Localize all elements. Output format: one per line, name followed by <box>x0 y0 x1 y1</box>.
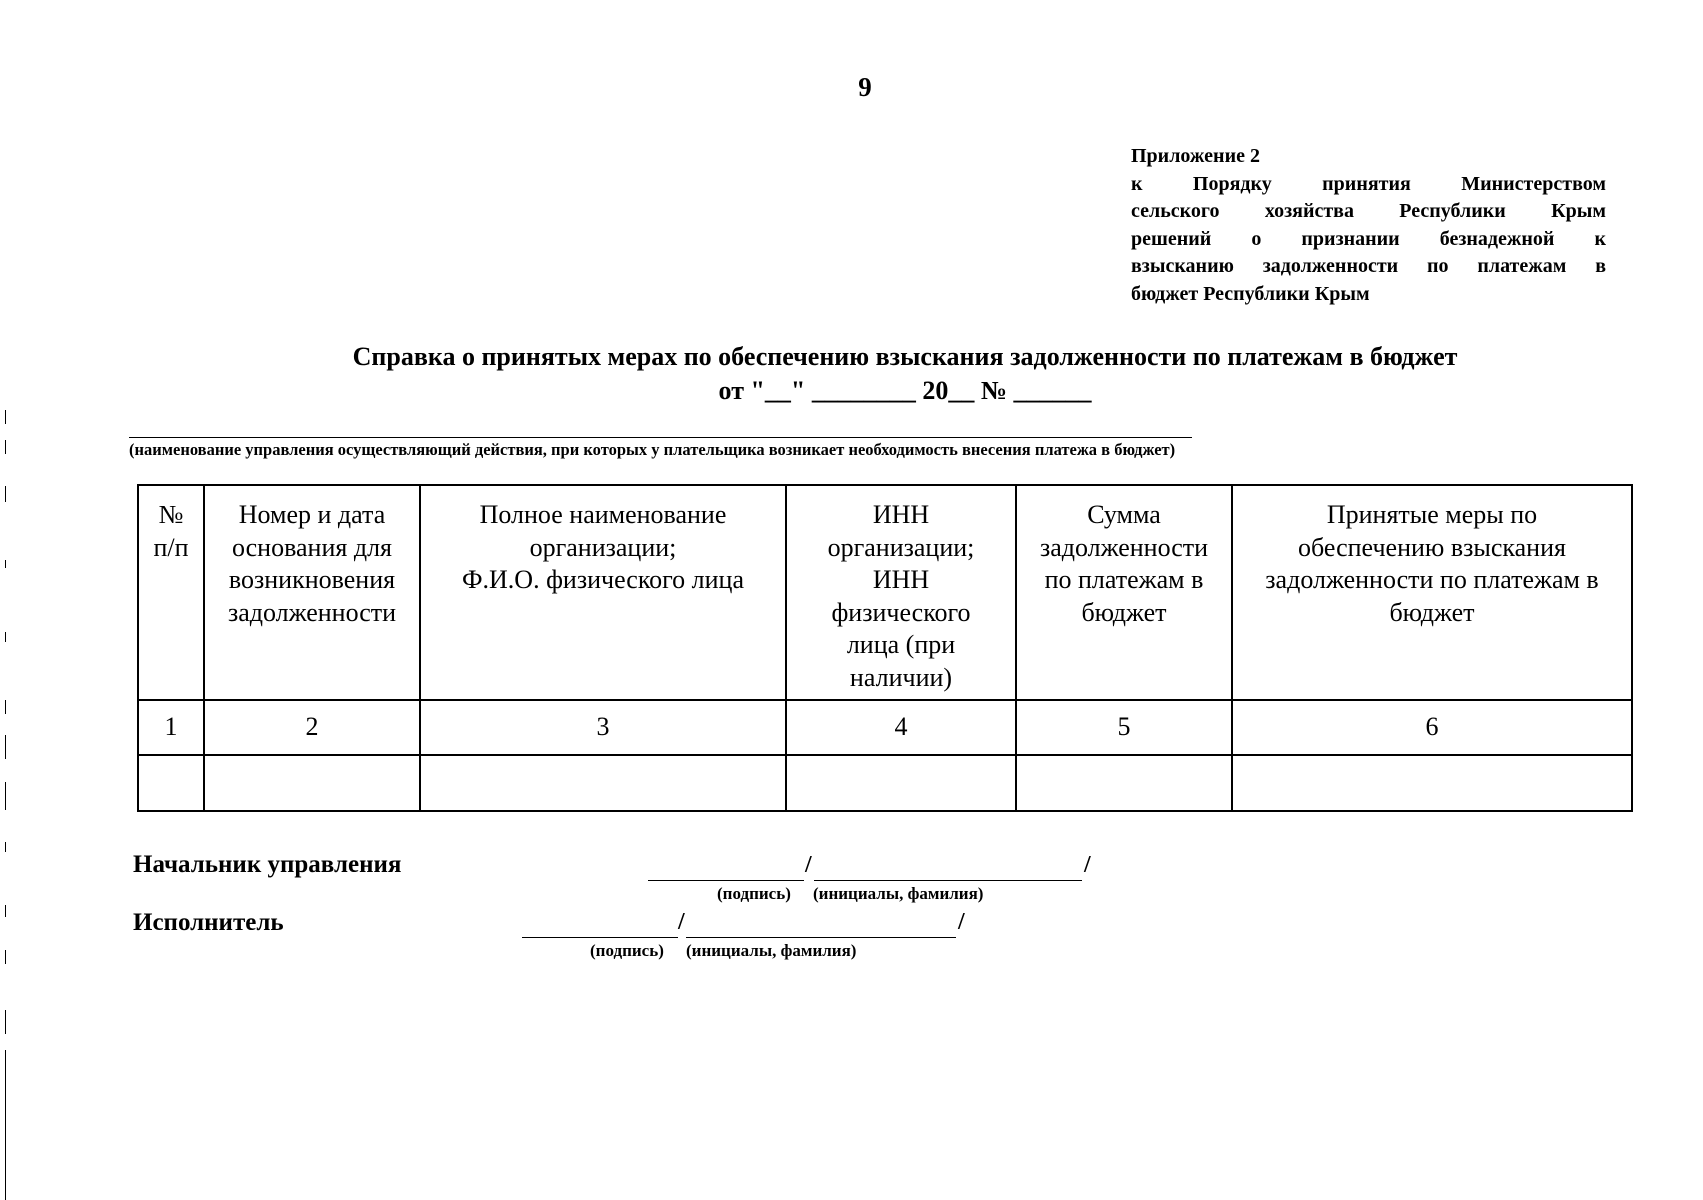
head-name-caption: (инициалы, фамилия) <box>813 884 984 903</box>
table-cell[interactable] <box>138 755 204 811</box>
scan-margin-mark <box>5 950 6 964</box>
table-cell[interactable] <box>1232 755 1632 811</box>
header-cell: ИНН организации; ИНН физического лица (при наличии) <box>786 485 1016 700</box>
head-signature-line[interactable] <box>648 880 804 881</box>
appendix-line: к Порядку принятия Министерством <box>1131 172 1606 195</box>
scan-margin-mark <box>5 782 6 810</box>
scan-margin-mark <box>5 560 6 568</box>
scan-margin-mark <box>5 1010 6 1034</box>
head-signature-slash: / <box>805 852 812 878</box>
head-sign-caption: (подпись) <box>717 884 791 903</box>
scan-margin-mark <box>5 735 6 759</box>
header-cell: Принятые меры по обеспечению взыскания задолженности по платежам в бюджет <box>1232 485 1632 700</box>
scan-margin-mark <box>5 440 6 454</box>
appendix-line: бюджет Республики Крым <box>1131 282 1370 305</box>
column-number-cell: 5 <box>1016 700 1232 755</box>
executor-sign-caption: (подпись) <box>590 941 664 960</box>
table-cell[interactable] <box>204 755 420 811</box>
document-title: Справка о принятых мерах по обеспечению взыскания задолженности по платежам в бюджет <box>352 342 1458 371</box>
head-name-line[interactable] <box>814 880 1082 881</box>
column-number-cell: 3 <box>420 700 786 755</box>
debt-measures-table <box>137 484 1633 812</box>
table-cell[interactable] <box>1016 755 1232 811</box>
head-name-slash: / <box>1084 852 1091 878</box>
executor-name-slash: / <box>958 909 965 935</box>
document-date-line: от "__" ________ 20__ № ______ <box>718 376 1092 405</box>
table-row <box>138 755 1632 811</box>
scan-margin-mark <box>5 842 6 852</box>
appendix-title: Приложение 2 <box>1131 145 1260 167</box>
table-cell[interactable] <box>420 755 786 811</box>
table-cell[interactable] <box>786 755 1016 811</box>
scan-margin-mark <box>5 632 6 642</box>
appendix-line: сельского хозяйства Республики Крым <box>1131 200 1606 222</box>
scan-margin-mark <box>5 700 6 714</box>
header-cell: № п/п <box>138 485 204 700</box>
executor-signature-line[interactable] <box>522 937 678 938</box>
executor-signature-slash: / <box>678 909 685 935</box>
head-signature-label: Начальник управления <box>133 851 402 878</box>
scan-margin-mark <box>5 1050 6 1200</box>
page-number: 9 <box>858 72 872 102</box>
column-number-cell: 1 <box>138 700 204 755</box>
executor-name-line[interactable] <box>686 937 956 938</box>
appendix-line: взысканию задолженности по платежам в <box>1131 255 1606 277</box>
column-number-cell: 4 <box>786 700 1016 755</box>
table-header-row <box>138 485 1632 700</box>
executor-signature-label: Исполнитель <box>133 909 284 936</box>
org-name-caption: (наименование управления осуществляющий действия, при которых у плательщика возникает необходимость внесения платежа в бюджет) <box>129 440 1176 459</box>
column-number-cell: 2 <box>204 700 420 755</box>
executor-name-caption: (инициалы, фамилия) <box>686 941 857 960</box>
appendix-line: решений о признании безнадежной к <box>1131 227 1606 250</box>
appendix-block <box>1131 143 1606 308</box>
header-cell: Сумма задолженности по платежам в бюджет <box>1016 485 1232 700</box>
header-cell: Номер и дата основания для возникновения задолженности <box>204 485 420 700</box>
scan-margin-mark <box>5 486 6 502</box>
scan-margin-mark <box>5 905 6 917</box>
org-name-line[interactable] <box>129 437 1192 438</box>
column-number-cell: 6 <box>1232 700 1632 755</box>
scan-margin-mark <box>5 410 6 424</box>
header-cell: Полное наименование организации; Ф.И.О. физического лица <box>420 485 786 700</box>
column-number-row <box>138 700 1632 755</box>
